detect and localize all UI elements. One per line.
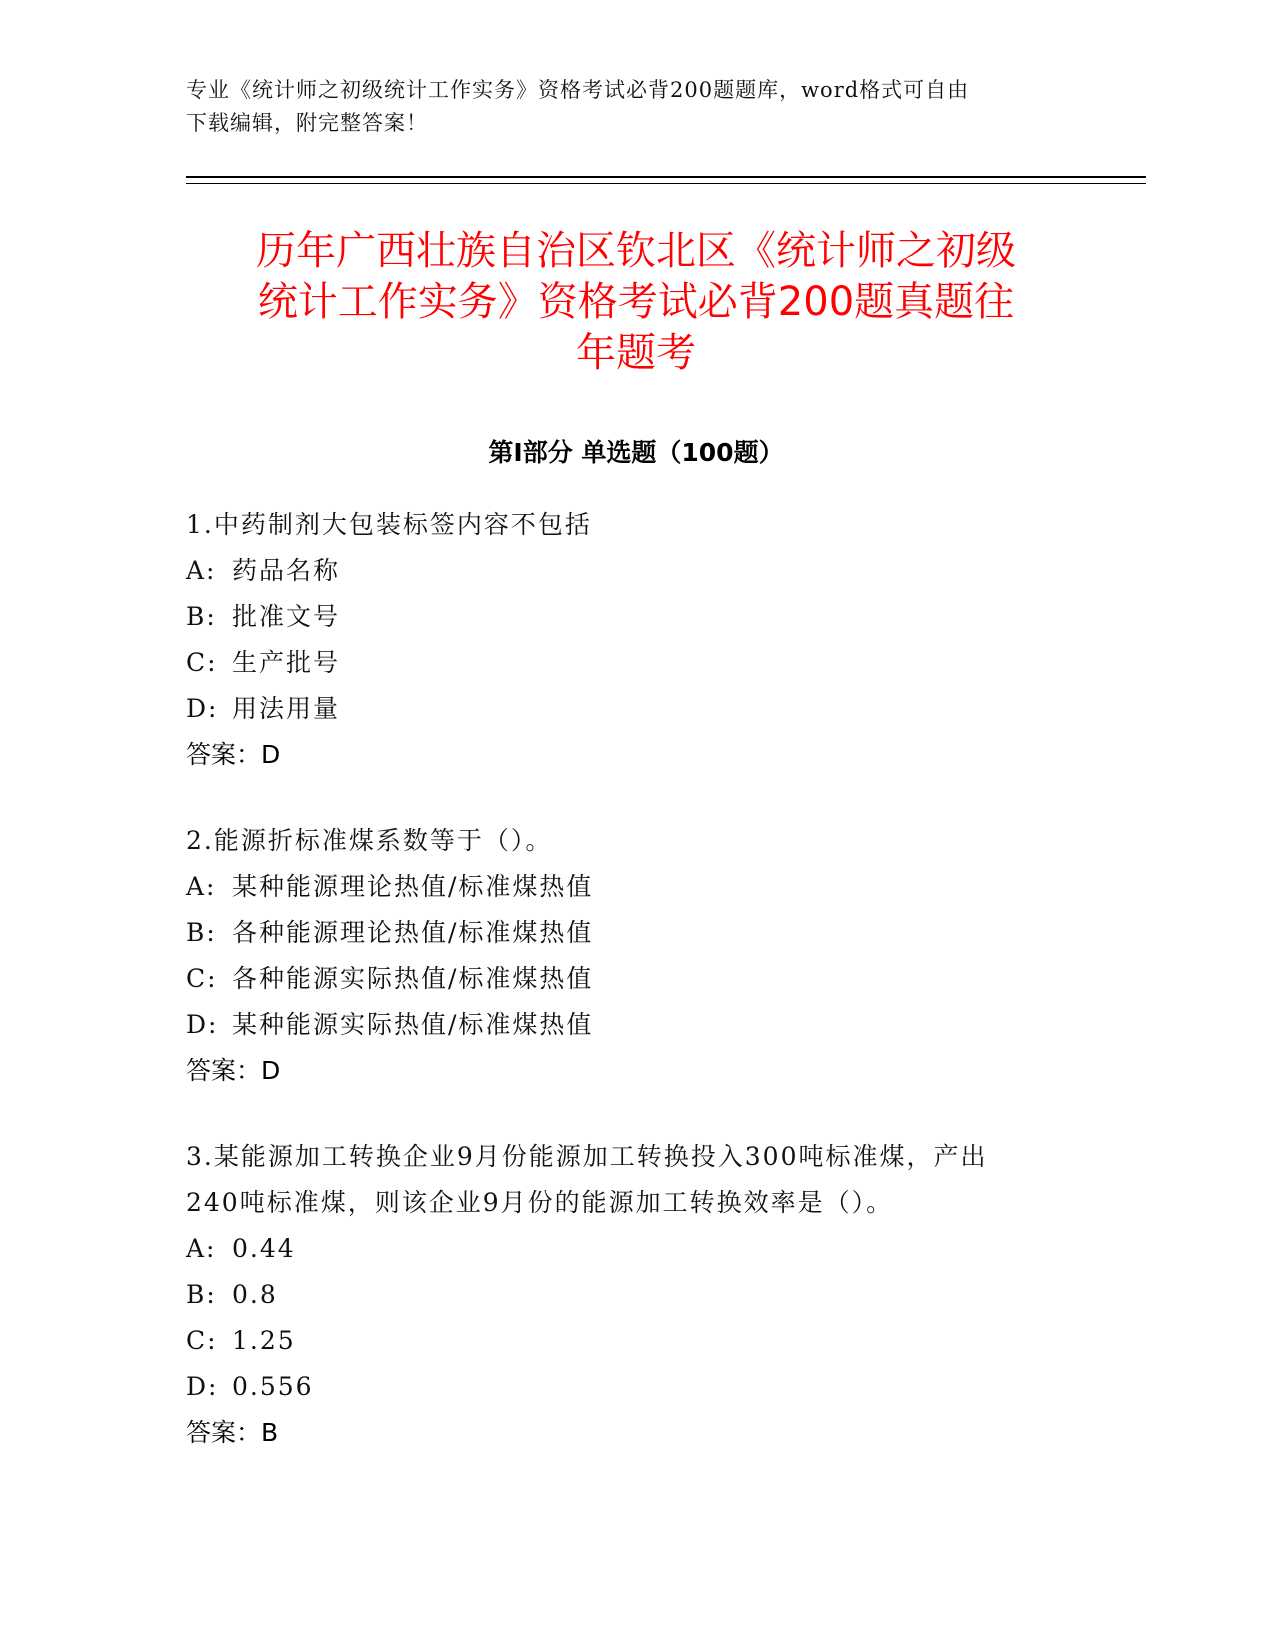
option-b: [186, 910, 1066, 956]
header-note: [186, 74, 1066, 140]
title-line: 历年广西壮族自治区钦北区《统计师之初级: [256, 228, 1016, 274]
option-letter: B:: [186, 602, 217, 631]
title-line: 统计工作实务》资格考试必背200题真题往: [257, 279, 1015, 325]
option-d: [186, 1002, 1066, 1048]
option-text: 1.25: [232, 1326, 296, 1355]
option-text: 0.44: [232, 1234, 296, 1263]
option-b: [186, 594, 1066, 640]
option-letter: C:: [186, 964, 218, 993]
option-c: [186, 1318, 1066, 1364]
option-text: 各种能源实际热值/标准煤热值: [232, 964, 594, 993]
question-stem: 2.能源折标准煤系数等于（）。: [186, 826, 553, 855]
option-text: 药品名称: [232, 556, 341, 585]
option-letter: D:: [186, 1372, 219, 1401]
option-b: [186, 1272, 1066, 1318]
option-a: [186, 1226, 1066, 1272]
option-text: 各种能源理论热值/标准煤热值: [232, 918, 594, 947]
question-stem: 3.某能源加工转换企业9月份能源加工转换投入300吨标准煤，产出: [186, 1142, 988, 1171]
option-letter: B:: [186, 1280, 217, 1309]
option-letter: B:: [186, 918, 217, 947]
document-title: [186, 226, 1086, 379]
option-text: 0.556: [232, 1372, 314, 1401]
question-2: [186, 818, 1066, 1094]
option-letter: A:: [186, 872, 217, 901]
option-letter: D:: [186, 1010, 219, 1039]
answer: 答案：D: [186, 740, 281, 769]
option-d: [186, 1364, 1066, 1410]
option-text: 用法用量: [232, 694, 341, 723]
answer: 答案：D: [186, 1056, 281, 1085]
option-letter: A:: [186, 1234, 217, 1263]
option-letter: C:: [186, 648, 218, 677]
header-divider-thick: [186, 176, 1146, 178]
option-text: 0.8: [232, 1280, 278, 1309]
option-c: [186, 956, 1066, 1002]
question-1: [186, 502, 1066, 778]
option-d: [186, 686, 1066, 732]
header-note-line: 下载编辑，附完整答案！: [186, 111, 428, 135]
question-stem: 1.中药制剂大包装标签内容不包括: [186, 510, 592, 539]
section-heading: 第Ⅰ部分 单选题（100题）: [488, 438, 784, 467]
header-note-line: 专业《统计师之初级统计工作实务》资格考试必背200题题库，word格式可自由: [186, 78, 970, 102]
option-c: [186, 640, 1066, 686]
title-line: 年题考: [576, 330, 696, 376]
header-divider-thin: [186, 183, 1146, 184]
option-letter: A:: [186, 556, 217, 585]
answer: 答案：B: [186, 1418, 279, 1447]
option-a: [186, 548, 1066, 594]
option-text: 批准文号: [232, 602, 341, 631]
option-text: 某种能源理论热值/标准煤热值: [232, 872, 594, 901]
option-letter: D:: [186, 694, 219, 723]
question-stem-continued: 240吨标准煤，则该企业9月份的能源加工转换效率是（）。: [186, 1188, 894, 1217]
option-a: [186, 864, 1066, 910]
option-letter: C:: [186, 1326, 218, 1355]
option-text: 某种能源实际热值/标准煤热值: [232, 1010, 594, 1039]
question-3: [186, 1134, 1066, 1456]
option-text: 生产批号: [232, 648, 341, 677]
